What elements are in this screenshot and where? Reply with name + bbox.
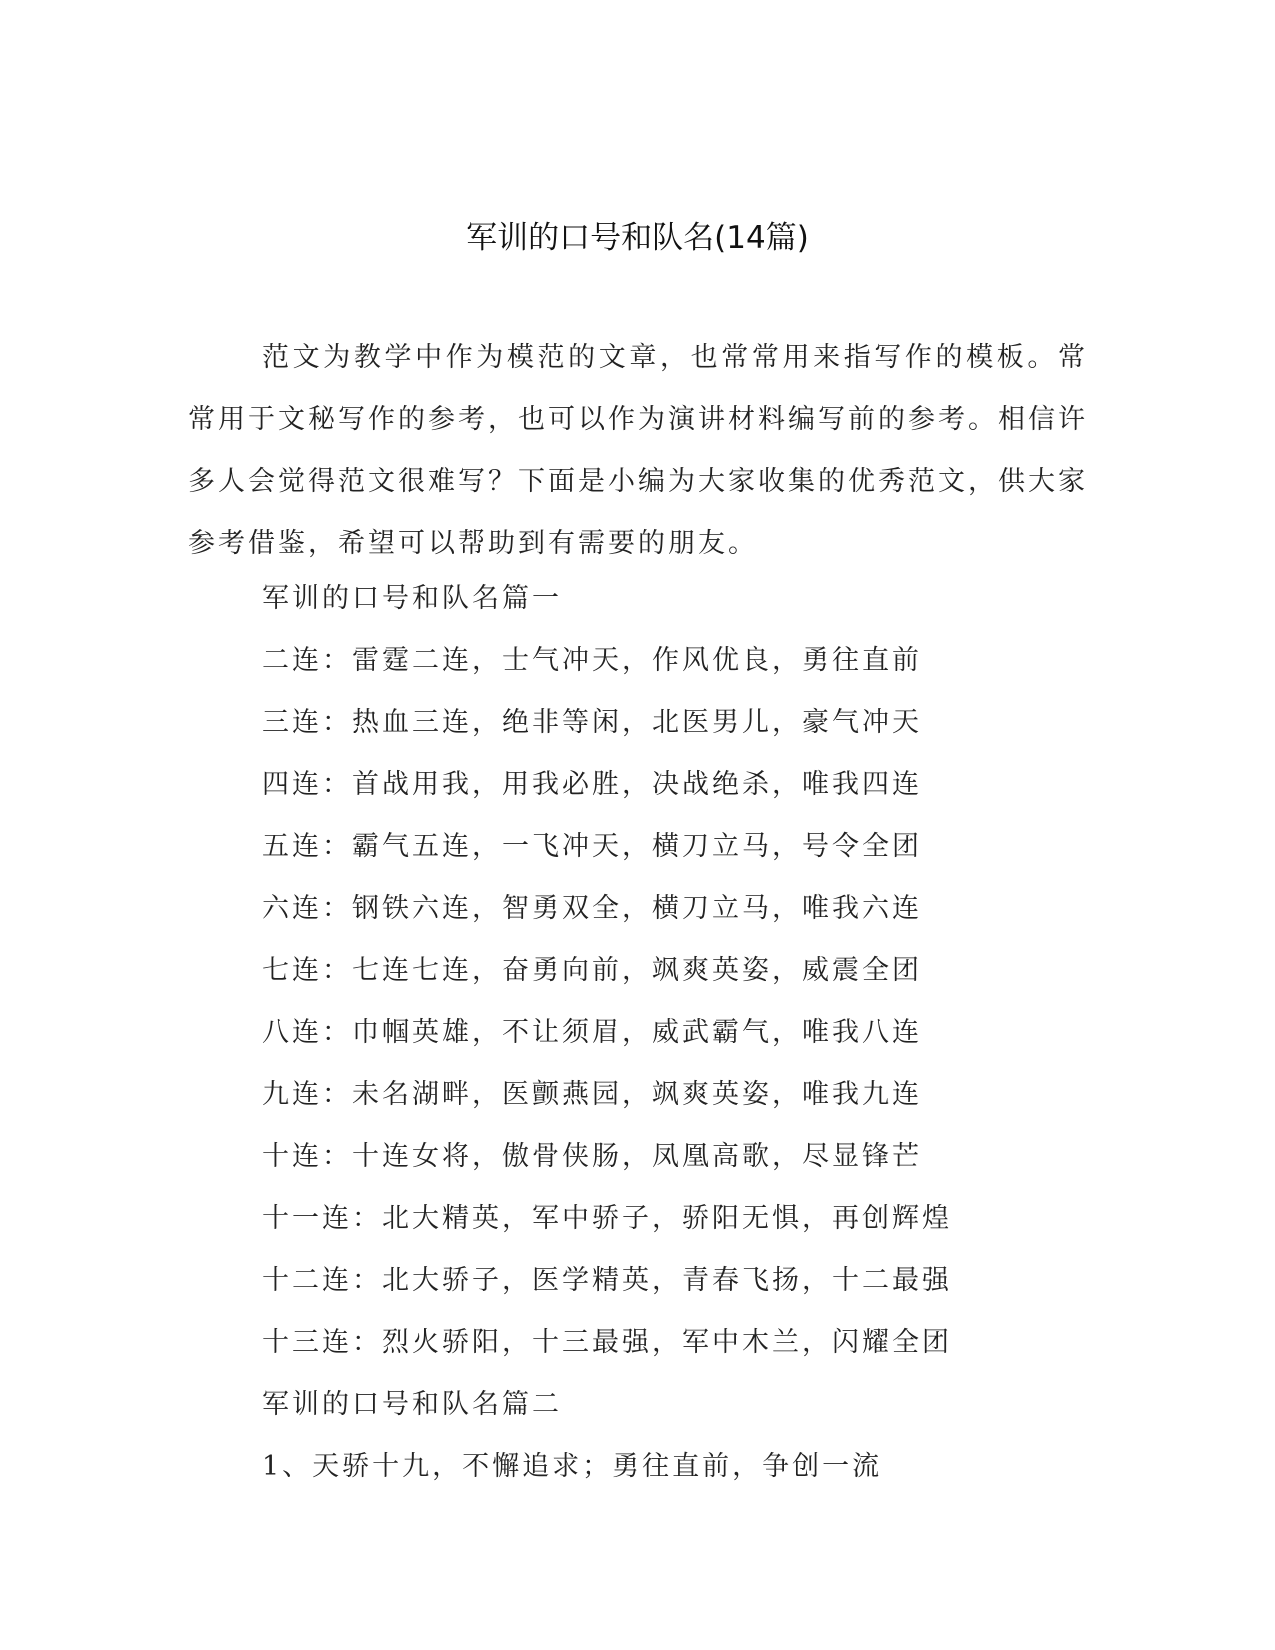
slogan-line: 三连：热血三连，绝非等闲，北医男儿，豪气冲天 <box>262 707 922 738</box>
slogan-line: 1、天骄十九，不懈追求；勇往直前，争创一流 <box>262 1451 883 1482</box>
slogan-line: 八连：巾帼英雄，不让须眉，威武霸气，唯我八连 <box>262 1017 922 1048</box>
slogan-line: 五连：霸气五连，一飞冲天，横刀立马，号令全团 <box>262 831 922 862</box>
section-heading-2: 军训的口号和队名篇二 <box>262 1389 562 1420</box>
content-lines <box>262 568 1162 1498</box>
intro-paragraph: 范文为教学中作为模范的文章，也常常用来指写作的模板。常常用于文秘写作的参考，也可以作为演讲材料编写前的参考。相信许多人会觉得范文很难写？下面是小编为大家收集的优秀范文，供大家参考借鉴，希望可以帮助到有需要的朋友。 <box>188 342 1088 559</box>
slogan-line: 十二连：北大骄子，医学精英，青春飞扬，十二最强 <box>262 1265 952 1296</box>
slogan-line: 二连：雷霆二连，士气冲天，作风优良，勇往直前 <box>262 645 922 676</box>
slogan-line: 四连：首战用我，用我必胜，决战绝杀，唯我四连 <box>262 769 922 800</box>
slogan-line: 十三连：烈火骄阳，十三最强，军中木兰，闪耀全团 <box>262 1327 952 1358</box>
slogan-line: 六连：钢铁六连，智勇双全，横刀立马，唯我六连 <box>262 893 922 924</box>
document-title: 军训的口号和队名(14篇) <box>466 220 809 256</box>
section-heading-1: 军训的口号和队名篇一 <box>262 583 562 614</box>
slogan-line: 九连：未名湖畔，医颤燕园，飒爽英姿，唯我九连 <box>262 1079 922 1110</box>
slogan-line: 十连：十连女将，傲骨侠肠，凤凰高歌，尽显锋芒 <box>262 1141 922 1172</box>
slogan-line: 七连：七连七连，奋勇向前，飒爽英姿，威震全团 <box>262 955 922 986</box>
slogan-line: 十一连：北大精英，军中骄子，骄阳无惧，再创辉煌 <box>262 1203 952 1234</box>
